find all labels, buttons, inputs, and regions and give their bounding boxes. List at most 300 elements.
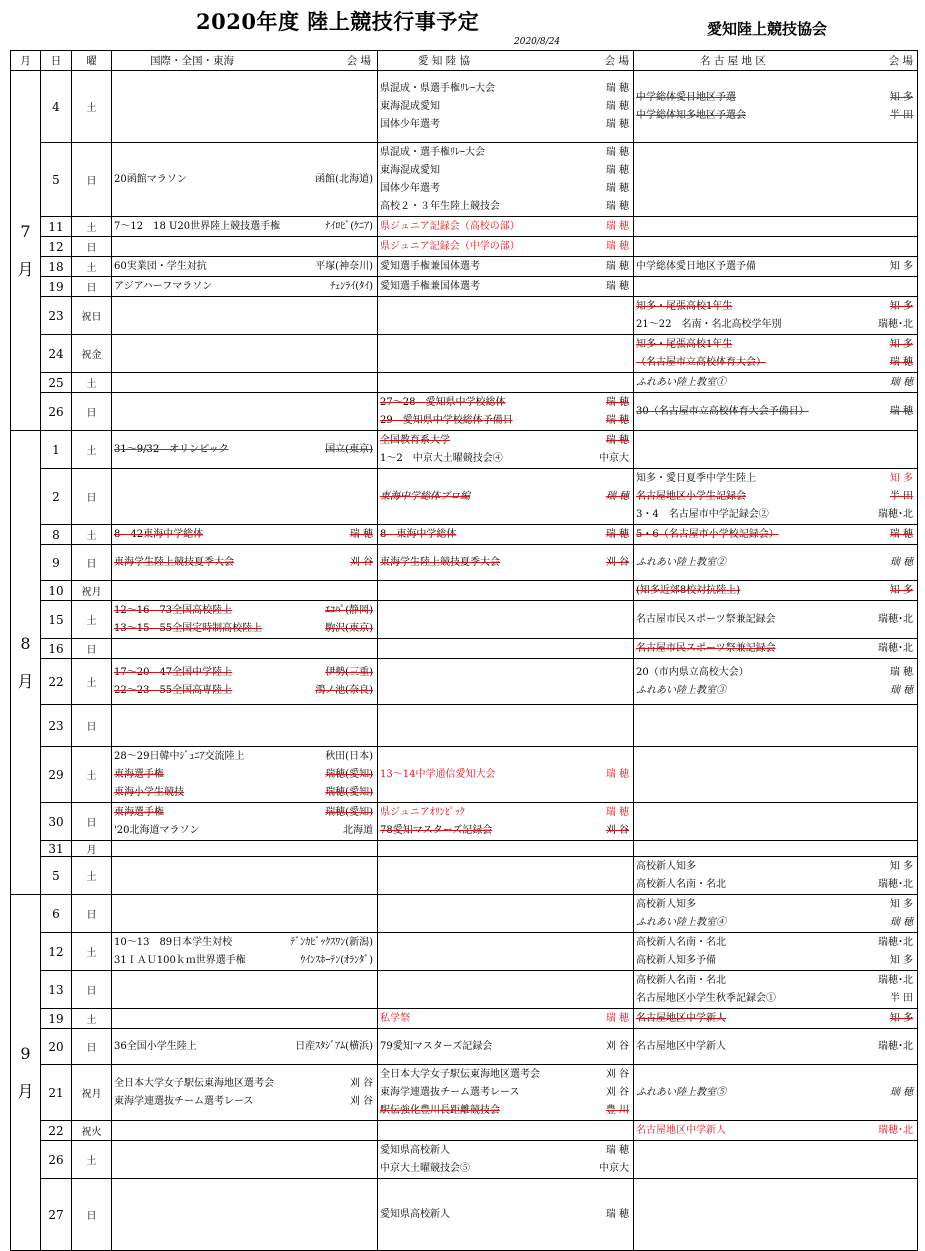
table-row — [11, 1029, 918, 1065]
national-venue: 瑞穂(愛知) — [325, 769, 373, 780]
nagoya-venue: 知 多 — [889, 473, 913, 484]
nagoya-cell — [634, 335, 918, 373]
national-entries — [112, 1074, 377, 1111]
day-cell: 18 — [41, 257, 72, 277]
aichi-venue: 中京大 — [599, 1163, 629, 1174]
table-row — [11, 895, 918, 933]
header-nagoya — [634, 51, 918, 71]
national-cell — [112, 373, 378, 393]
nagoya-cell — [634, 297, 918, 335]
nagoya-entry — [636, 526, 915, 544]
national-cell — [112, 545, 378, 581]
national-venue: ｳｲﾝｽﾎｰﾃﾝ(ｵﾗﾝﾀﾞ) — [300, 955, 373, 966]
weekday-cell: 日 — [72, 545, 112, 581]
aichi-entries — [378, 487, 633, 506]
weekday-cell: 土 — [72, 1141, 112, 1179]
national-cell — [112, 841, 378, 857]
nagoya-event: 高校新人知多 — [636, 861, 696, 872]
national-cell — [112, 277, 378, 297]
month-label: 月 — [17, 671, 34, 691]
table-row — [11, 1121, 918, 1141]
nagoya-venue: 知 多 — [889, 301, 913, 312]
nagoya-entries — [634, 821, 917, 822]
national-entries — [112, 315, 377, 316]
nagoya-event: 知多・尾張高校1年生 — [636, 301, 733, 312]
nagoya-entries — [634, 581, 917, 600]
day-cell: 30 — [41, 803, 72, 841]
nagoya-entries — [634, 895, 917, 932]
aichi-cell — [378, 581, 634, 601]
aichi-event: 78愛知マスターズ記録会 — [380, 825, 493, 836]
aichi-venue: 刈 谷 — [605, 1041, 629, 1052]
national-event: 60実業団・学生対抗 — [114, 261, 207, 272]
nagoya-venue: 瑞穂･北 — [878, 614, 913, 625]
weekday-cell: 月 — [72, 841, 112, 857]
aichi-event: 東海混成愛知 — [380, 165, 440, 176]
nagoya-entries — [634, 335, 917, 372]
national-event: 東海学連選抜チーム選考レース — [114, 1096, 254, 1107]
nagoya-venue: 瑞穂･北 — [878, 937, 913, 948]
day-cell: 15 — [41, 601, 72, 639]
national-cell — [112, 857, 378, 895]
nagoya-cell — [634, 1121, 918, 1141]
weekday-cell: 土 — [72, 373, 112, 393]
table-row — [11, 393, 918, 431]
nagoya-entry — [636, 488, 915, 506]
aichi-entries — [378, 1009, 633, 1028]
nagoya-entry — [636, 876, 915, 894]
national-venue: 伊勢(三重) — [325, 667, 373, 678]
aichi-event: 29 愛知県中学校総体予備日 — [380, 415, 513, 426]
aichi-entry — [380, 1038, 631, 1056]
aichi-venue: 瑞 穂 — [605, 101, 629, 112]
nagoya-entry — [636, 682, 915, 700]
aichi-venue: 刈 谷 — [605, 825, 629, 836]
day-cell: 20 — [41, 1029, 72, 1065]
aichi-entry — [380, 278, 631, 296]
national-cell — [112, 803, 378, 841]
weekday-cell: 日 — [72, 237, 112, 257]
nagoya-cell — [634, 431, 918, 469]
nagoya-cell — [634, 469, 918, 525]
header-aichi — [378, 51, 634, 71]
aichi-entry — [380, 258, 631, 276]
day-cell: 5 — [41, 143, 72, 217]
day-cell: 11 — [41, 217, 72, 237]
national-entries — [112, 601, 377, 638]
nagoya-entries — [634, 469, 917, 524]
header-national-label: 国際・全国・東海 — [150, 55, 234, 67]
nagoya-venue: 知 多 — [889, 585, 913, 596]
table-header-row — [11, 51, 918, 71]
month-label: 月 — [17, 1081, 34, 1101]
aichi-entries — [378, 681, 633, 682]
nagoya-entries — [634, 610, 917, 629]
aichi-event: 1～2 中京大土曜競技会④ — [380, 453, 503, 464]
aichi-event: 愛知県高校新人 — [380, 1145, 450, 1156]
nagoya-venue: 知 多 — [889, 861, 913, 872]
table-row — [11, 705, 918, 747]
table-row — [11, 257, 918, 277]
nagoya-event: 名古屋市民スポーツ祭兼記録会 — [636, 643, 776, 654]
nagoya-entries — [634, 246, 917, 247]
national-entries — [112, 440, 377, 459]
aichi-venue: 瑞 穂 — [605, 435, 629, 446]
month-cell — [11, 895, 41, 1251]
nagoya-entries — [634, 1009, 917, 1028]
weekday-cell: 日 — [72, 1179, 112, 1251]
aichi-cell — [378, 705, 634, 747]
nagoya-venue: 瑞穂･北 — [878, 643, 913, 654]
nagoya-venue: 瑞 穂 — [889, 1087, 913, 1098]
weekday-cell: 祝火 — [72, 1121, 112, 1141]
aichi-cell — [378, 335, 634, 373]
nagoya-cell — [634, 217, 918, 237]
aichi-cell — [378, 373, 634, 393]
table-row — [11, 71, 918, 143]
nagoya-entry — [636, 354, 915, 372]
nagoya-venue: 瑞 穂 — [889, 357, 913, 368]
aichi-event: 高校２・３年生陸上競技会 — [380, 201, 500, 212]
weekday-cell: 土 — [72, 217, 112, 237]
national-venue: ﾁｪﾝﾗｲ(ﾀｲ) — [330, 281, 373, 292]
aichi-event: 中京大土曜競技会⑤ — [380, 1163, 470, 1174]
nagoya-venue: 知 多 — [889, 261, 913, 272]
day-cell: 13 — [41, 971, 72, 1009]
aichi-entries — [378, 277, 633, 296]
aichi-entry — [380, 554, 631, 572]
nagoya-event: （名古屋市立高校体育大会） — [636, 357, 766, 368]
nagoya-venue: 瑞 穂 — [889, 529, 913, 540]
national-entry — [114, 602, 375, 620]
aichi-entry — [380, 1206, 631, 1224]
aichi-entries — [378, 875, 633, 876]
nagoya-entry — [636, 316, 915, 334]
aichi-cell — [378, 71, 634, 143]
aichi-entry — [380, 1142, 631, 1160]
national-entry — [114, 218, 375, 236]
nagoya-cell — [634, 525, 918, 545]
weekday-cell: 日 — [72, 971, 112, 1009]
national-event: 20函館マラソン — [114, 174, 187, 185]
table-row — [11, 525, 918, 545]
nagoya-entry — [636, 952, 915, 970]
aichi-venue: 瑞 穂 — [605, 165, 629, 176]
weekday-cell: 日 — [72, 639, 112, 659]
national-event: 31ＩＡＵ100ｋｍ世界選手権 — [114, 955, 246, 966]
aichi-entries — [378, 1141, 633, 1178]
aichi-entry — [380, 450, 631, 468]
nagoya-cell — [634, 143, 918, 217]
national-entries — [112, 496, 377, 497]
weekday-cell: 日 — [72, 895, 112, 933]
day-cell: 5 — [41, 857, 72, 895]
nagoya-entry — [636, 1084, 915, 1102]
aichi-cell — [378, 525, 634, 545]
aichi-entry — [380, 822, 631, 840]
national-entries — [112, 277, 377, 296]
nagoya-entries — [634, 725, 917, 726]
nagoya-entry — [636, 554, 915, 572]
weekday-cell: 祝日 — [72, 297, 112, 335]
weekday-cell: 土 — [72, 1009, 112, 1029]
aichi-cell — [378, 971, 634, 1009]
national-cell — [112, 1065, 378, 1121]
national-venue: ﾃﾞﾝｶﾋﾞｯｸｽﾜﾝ(新潟) — [290, 937, 373, 948]
weekday-cell: 祝金 — [72, 335, 112, 373]
aichi-event: 愛知県高校新人 — [380, 1209, 450, 1220]
nagoya-entries — [634, 639, 917, 658]
nagoya-cell — [634, 1065, 918, 1121]
day-cell: 25 — [41, 373, 72, 393]
nagoya-entry — [636, 990, 915, 1008]
national-venue: 国立(東京) — [325, 444, 373, 455]
nagoya-event: 名古屋市民スポーツ祭兼記録会 — [636, 614, 776, 625]
aichi-cell — [378, 857, 634, 895]
aichi-cell — [378, 545, 634, 581]
nagoya-entries — [634, 553, 917, 572]
nagoya-entry — [636, 470, 915, 488]
nagoya-venue: 知 多 — [889, 1013, 913, 1024]
nagoya-cell — [634, 659, 918, 705]
nagoya-event: 中学総体知多地区予選会 — [636, 110, 746, 121]
aichi-event: 県ジュニアｵﾘﾝﾋﾟｯｸ — [380, 807, 465, 818]
national-event: '20北海道マラソン — [114, 825, 200, 836]
aichi-entry — [380, 144, 631, 162]
nagoya-venue: 瑞穂･北 — [878, 879, 913, 890]
national-event: 10～13 89日本学生対校 — [114, 937, 233, 948]
nagoya-entry — [636, 664, 915, 682]
aichi-event: 愛知選手権兼国体選考 — [380, 281, 480, 292]
table-row — [11, 297, 918, 335]
national-cell — [112, 393, 378, 431]
nagoya-entries — [634, 88, 917, 125]
table-row — [11, 971, 918, 1009]
nagoya-venue: 半 田 — [889, 491, 913, 502]
organization-name: 愛知陸上競技協会 — [707, 20, 828, 38]
national-cell — [112, 257, 378, 277]
nagoya-venue: 瑞穂･北 — [878, 1125, 913, 1136]
nagoya-entry — [636, 1010, 915, 1028]
nagoya-entries — [634, 1037, 917, 1056]
header-month: 月 — [11, 51, 41, 71]
national-entries — [112, 663, 377, 700]
nagoya-event: 5・6（名古屋市小学校記録会） — [636, 529, 779, 540]
nagoya-entries — [634, 1083, 917, 1102]
aichi-entry — [380, 180, 631, 198]
aichi-entries — [378, 648, 633, 649]
national-event: 東海選手権 — [114, 807, 164, 818]
nagoya-venue: 瑞穂･北 — [878, 509, 913, 520]
nagoya-cell — [634, 933, 918, 971]
nagoya-entries — [634, 525, 917, 544]
national-entries — [112, 1214, 377, 1215]
nagoya-entries — [634, 402, 917, 421]
nagoya-venue: 瑞穂･北 — [878, 975, 913, 986]
aichi-cell — [378, 933, 634, 971]
nagoya-entry — [636, 611, 915, 629]
nagoya-entry — [636, 258, 915, 276]
national-cell — [112, 747, 378, 803]
month-cell — [11, 431, 41, 895]
nagoya-venue: 瑞穂･北 — [878, 319, 913, 330]
day-cell: 10 — [41, 581, 72, 601]
national-cell — [112, 237, 378, 257]
nagoya-cell — [634, 581, 918, 601]
nagoya-event: 名古屋地区中学新人 — [636, 1041, 726, 1052]
aichi-entries — [378, 393, 633, 430]
nagoya-event: 知多・愛日夏季中学生陸上 — [636, 473, 756, 484]
national-entry — [114, 952, 375, 970]
aichi-entries — [378, 765, 633, 784]
national-entry — [114, 441, 375, 459]
national-entry — [114, 620, 375, 638]
aichi-venue: 中京大 — [599, 453, 629, 464]
aichi-venue: 瑞 穂 — [605, 397, 629, 408]
national-cell — [112, 895, 378, 933]
national-cell — [112, 1029, 378, 1065]
aichi-event: 27～28 愛知県中学校総体 — [380, 397, 506, 408]
aichi-entries — [378, 803, 633, 840]
aichi-event: 全国教育系大学 — [380, 435, 450, 446]
aichi-event: 国体少年選考 — [380, 183, 440, 194]
nagoya-cell — [634, 747, 918, 803]
day-cell: 9 — [41, 545, 72, 581]
aichi-cell — [378, 1179, 634, 1251]
day-cell: 23 — [41, 705, 72, 747]
aichi-cell — [378, 1029, 634, 1065]
aichi-venue: 瑞 穂 — [605, 1013, 629, 1024]
nagoya-entry — [636, 403, 915, 421]
nagoya-entries — [634, 179, 917, 180]
aichi-event: 国体少年選考 — [380, 119, 440, 130]
weekday-cell: 祝月 — [72, 1065, 112, 1121]
weekday-cell: 祝月 — [72, 581, 112, 601]
national-event: 36全国小学生陸上 — [114, 1041, 197, 1052]
day-cell: 26 — [41, 393, 72, 431]
aichi-entries — [378, 217, 633, 236]
nagoya-entry — [636, 896, 915, 914]
nagoya-entries — [634, 449, 917, 450]
nagoya-cell — [634, 841, 918, 857]
table-row — [11, 545, 918, 581]
aichi-entries — [378, 353, 633, 354]
nagoya-entry — [636, 640, 915, 658]
nagoya-cell — [634, 237, 918, 257]
aichi-venue: 瑞 穂 — [605, 1145, 629, 1156]
nagoya-event: ふれあい陸上教室③ — [636, 685, 726, 696]
nagoya-event: ふれあい陸上教室④ — [636, 917, 726, 928]
aichi-cell — [378, 1141, 634, 1179]
nagoya-event: ふれあい陸上教室① — [636, 377, 726, 388]
aichi-venue: 瑞 穂 — [605, 491, 629, 502]
aichi-cell — [378, 803, 634, 841]
nagoya-entries — [634, 257, 917, 276]
nagoya-cell — [634, 895, 918, 933]
day-cell: 19 — [41, 1009, 72, 1029]
aichi-entries — [378, 989, 633, 990]
aichi-entry — [380, 80, 631, 98]
national-entry — [114, 1093, 375, 1111]
aichi-venue: 刈 谷 — [605, 557, 629, 568]
national-venue: 刈 谷 — [349, 557, 373, 568]
day-cell: 27 — [41, 1179, 72, 1251]
national-venue: ﾅｲﾛﾋﾞ(ｹﾆｱ) — [325, 221, 373, 232]
table-row — [11, 1065, 918, 1121]
day-cell: 12 — [41, 933, 72, 971]
aichi-entry — [380, 488, 631, 506]
weekday-cell: 日 — [72, 803, 112, 841]
aichi-cell — [378, 1065, 634, 1121]
table-row — [11, 217, 918, 237]
aichi-cell — [378, 393, 634, 431]
nagoya-cell — [634, 1009, 918, 1029]
nagoya-entry — [636, 89, 915, 107]
aichi-entries — [378, 619, 633, 620]
aichi-cell — [378, 469, 634, 525]
nagoya-event: 3・4 名古屋市中学記録会② — [636, 509, 769, 520]
aichi-cell — [378, 143, 634, 217]
national-entry — [114, 278, 375, 296]
national-entries — [112, 382, 377, 383]
aichi-venue: 瑞 穂 — [605, 147, 629, 158]
national-venue: 刈 谷 — [349, 1096, 373, 1107]
nagoya-event: 名古屋地区中学新人 — [636, 1013, 726, 1024]
nagoya-venue: 瑞 穂 — [889, 377, 913, 388]
nagoya-event: (知多近郊8校対抗陸上) — [636, 585, 741, 596]
national-cell — [112, 143, 378, 217]
aichi-venue: 瑞 穂 — [605, 281, 629, 292]
aichi-venue: 瑞 穂 — [605, 415, 629, 426]
nagoya-entries — [634, 1121, 917, 1140]
national-event: 東海学生陸上競技夏季大会 — [114, 557, 234, 568]
national-cell — [112, 431, 378, 469]
table-row — [11, 747, 918, 803]
national-cell — [112, 525, 378, 545]
nagoya-venue: 瑞穂･北 — [878, 1041, 913, 1052]
day-cell: 19 — [41, 277, 72, 297]
national-cell — [112, 1121, 378, 1141]
national-entries — [112, 106, 377, 107]
nagoya-event: 高校新人知多 — [636, 899, 696, 910]
table-row — [11, 373, 918, 393]
aichi-entry — [380, 116, 631, 134]
nagoya-event: 名古屋地区中学新人 — [636, 1125, 726, 1136]
schedule-table — [10, 50, 918, 1251]
national-entries — [112, 1159, 377, 1160]
day-cell: 4 — [41, 71, 72, 143]
nagoya-entries — [634, 933, 917, 970]
nagoya-cell — [634, 1029, 918, 1065]
aichi-entry — [380, 1066, 631, 1084]
aichi-entry — [380, 1160, 631, 1178]
aichi-venue: 刈 谷 — [605, 1087, 629, 1098]
weekday-cell: 日 — [72, 277, 112, 297]
month-label: 月 — [17, 259, 34, 279]
national-event: 17～20 47全国中学陸上 — [114, 667, 233, 678]
national-venue: 駒沢(東京) — [325, 623, 373, 634]
table-row — [11, 659, 918, 705]
nagoya-entries — [634, 857, 917, 894]
table-row — [11, 1179, 918, 1251]
day-cell: 23 — [41, 297, 72, 335]
aichi-entry — [380, 162, 631, 180]
weekday-cell: 土 — [72, 71, 112, 143]
aichi-entries — [378, 257, 633, 276]
header-national — [112, 51, 378, 71]
national-venue: 平塚(神奈川) — [315, 261, 373, 272]
nagoya-venue: 瑞 穂 — [889, 406, 913, 417]
